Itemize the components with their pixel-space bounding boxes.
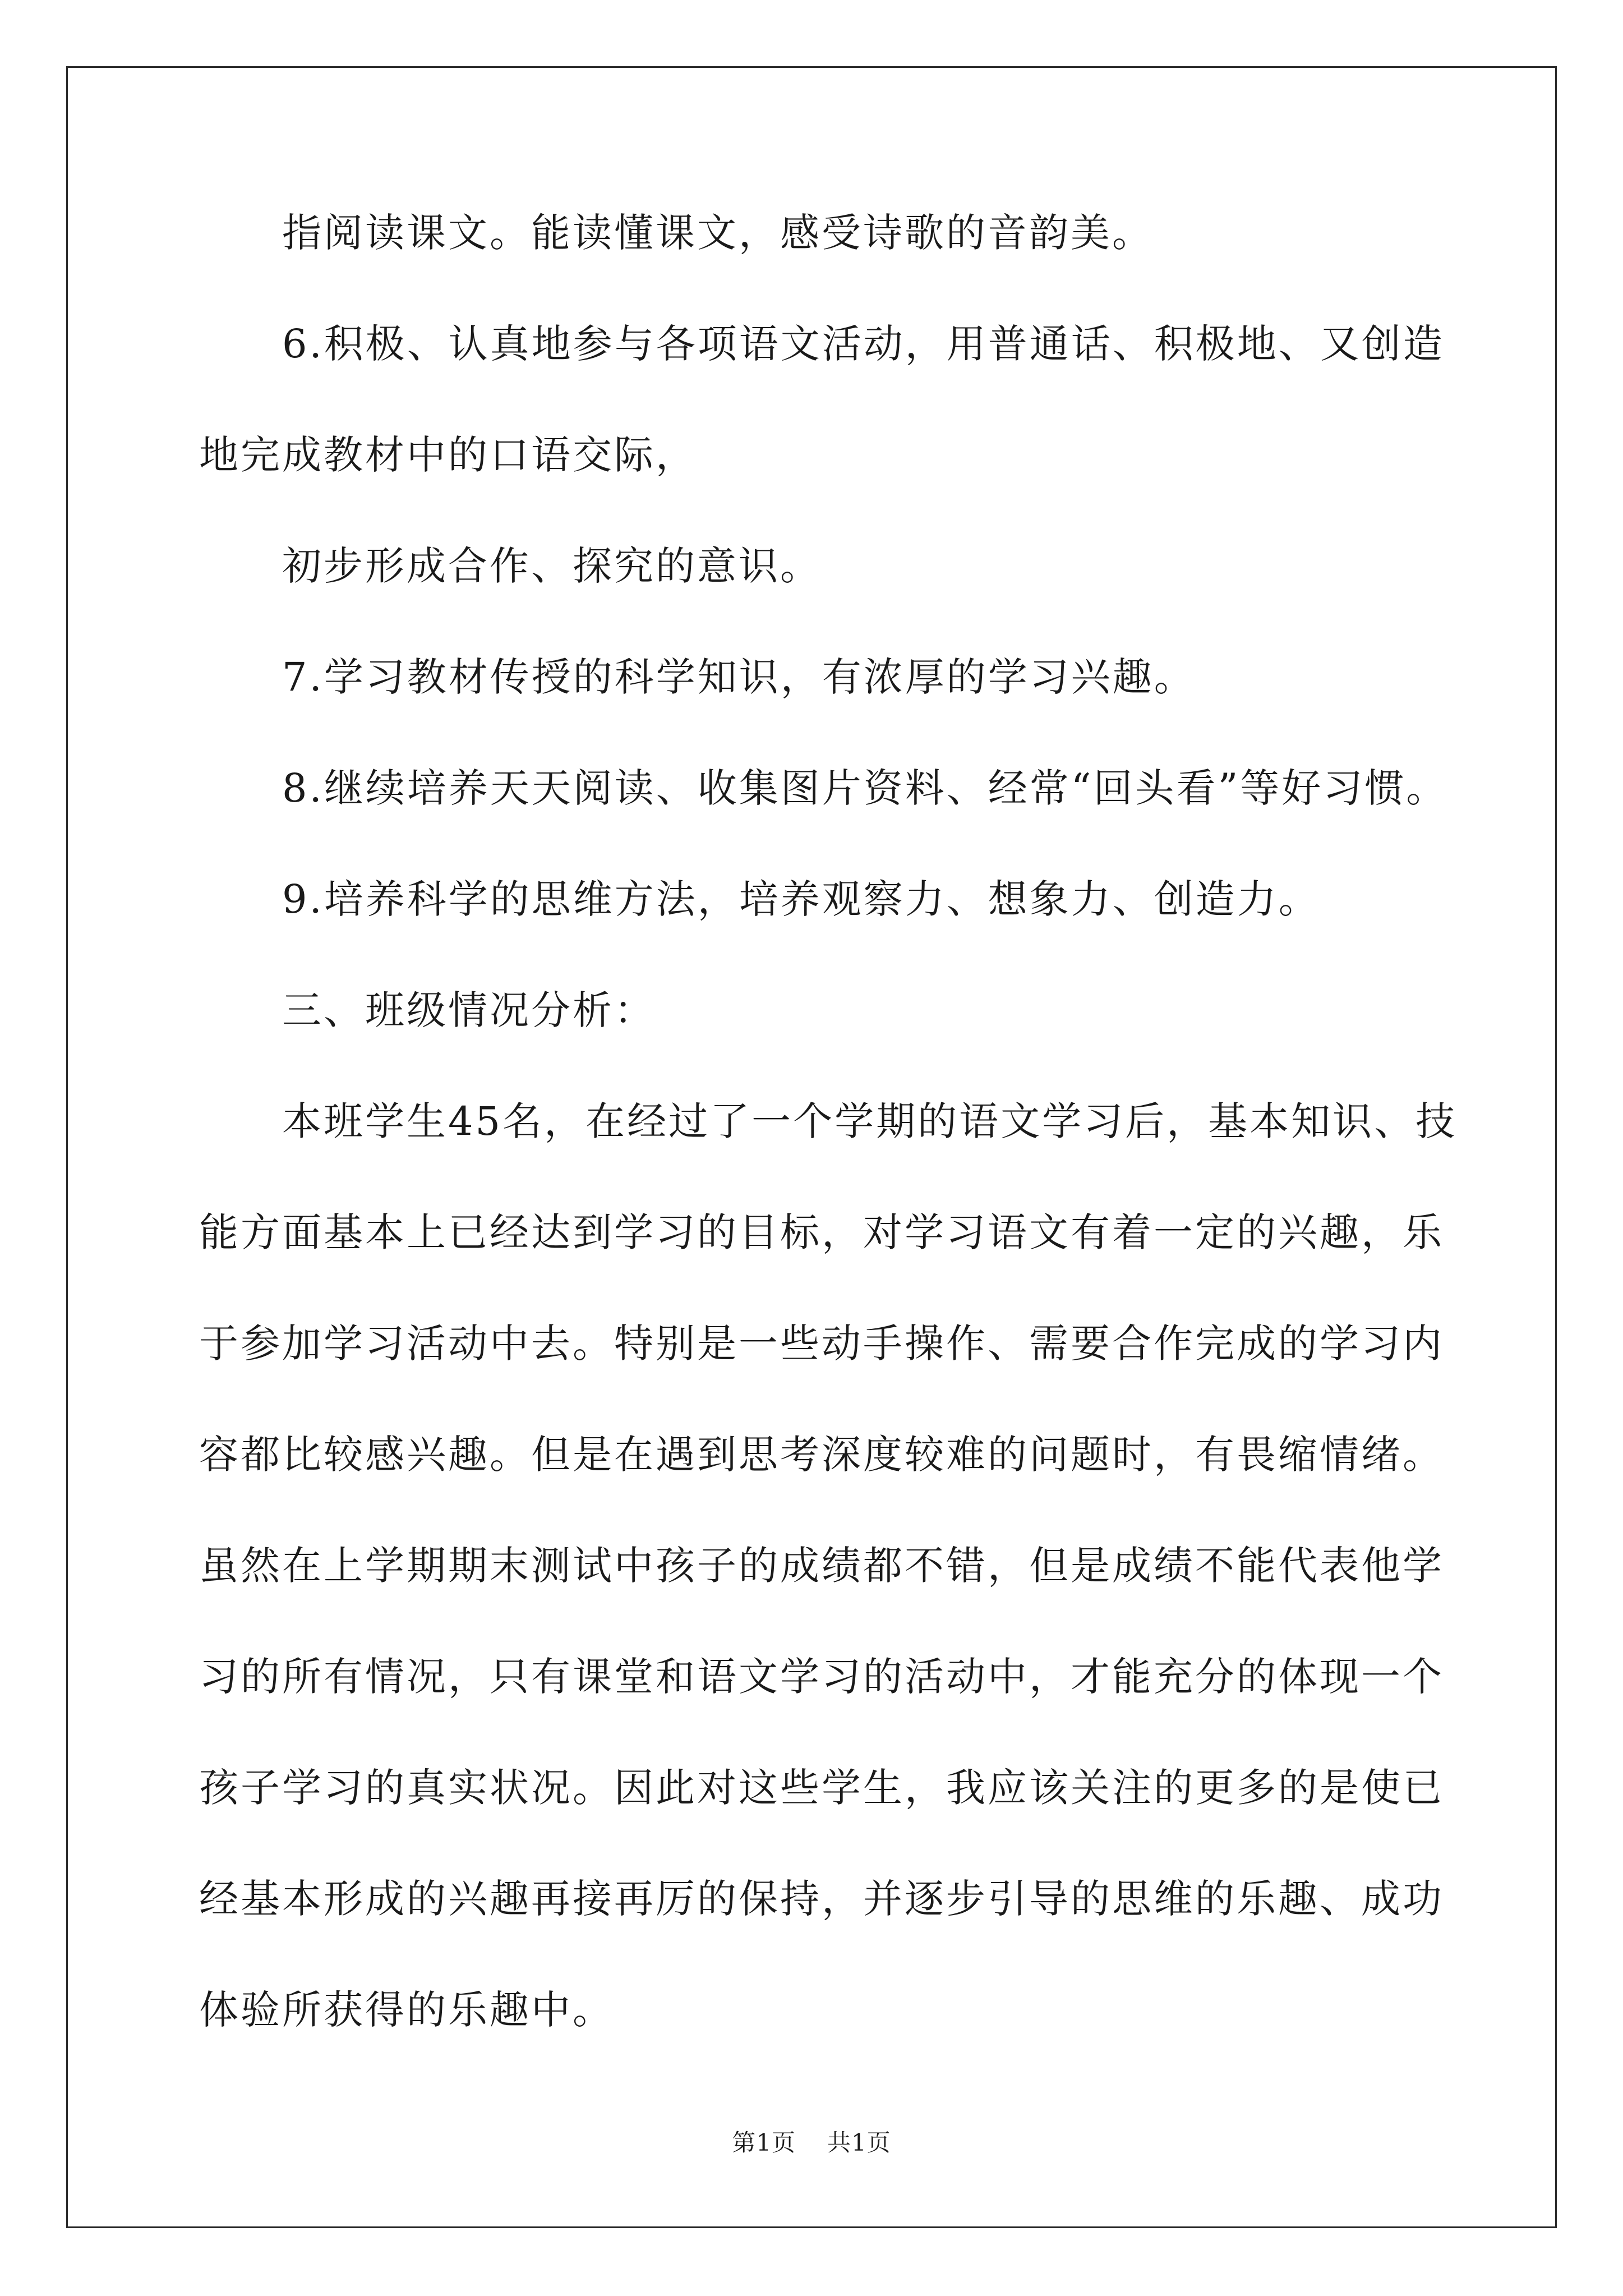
text-line: 9.培养科学的思维方法，培养观察力、想象力、创造力。 [282, 876, 1320, 922]
text-line: 容都比较感兴趣。但是在遇到思考深度较难的问题时，有畏缩情绪。 [199, 1432, 1444, 1478]
page-footer [0, 2126, 1623, 2160]
text-line: 本班学生45名，在经过了一个学期的语文学习后，基本知识、技 [282, 1098, 1458, 1144]
text-line: 体验所获得的乐趣中。 [199, 1987, 614, 2033]
text-line: 经基本形成的兴趣再接再厉的保持，并逐步引导的思维的乐趣、成功 [199, 1876, 1444, 1922]
section-heading: 三、班级情况分析： [282, 987, 656, 1033]
text-line: 于参加学习活动中去。特别是一些动手操作、需要合作完成的学习内 [199, 1320, 1444, 1366]
text-line: 8.继续培养天天阅读、收集图片资料、经常“回头看”等好习惯。 [282, 765, 1448, 811]
text-line: 地完成教材中的口语交际， [199, 432, 697, 478]
page-number: 第1页 [732, 2129, 796, 2156]
page-total: 共1页 [827, 2129, 891, 2156]
text-line: 能方面基本上已经达到学习的目标，对学习语文有着一定的兴趣，乐 [199, 1209, 1444, 1255]
text-line: 虽然在上学期期末测试中孩子的成绩都不错，但是成绩不能代表他学 [199, 1543, 1444, 1589]
text-line: 孩子学习的真实状况。因此对这些学生，我应该关注的更多的是使已 [199, 1765, 1444, 1811]
text-line: 7.学习教材传授的科学知识，有浓厚的学习兴趣。 [282, 654, 1196, 700]
text-line: 指阅读课文。能读懂课文，感受诗歌的音韵美。 [282, 210, 1154, 256]
text-line: 习的所有情况，只有课堂和语文学习的活动中，才能充分的体现一个 [199, 1654, 1444, 1700]
text-line: 6.积极、认真地参与各项语文活动，用普通话、积极地、又创造 [282, 321, 1445, 367]
text-line: 初步形成合作、探究的意识。 [282, 543, 822, 589]
